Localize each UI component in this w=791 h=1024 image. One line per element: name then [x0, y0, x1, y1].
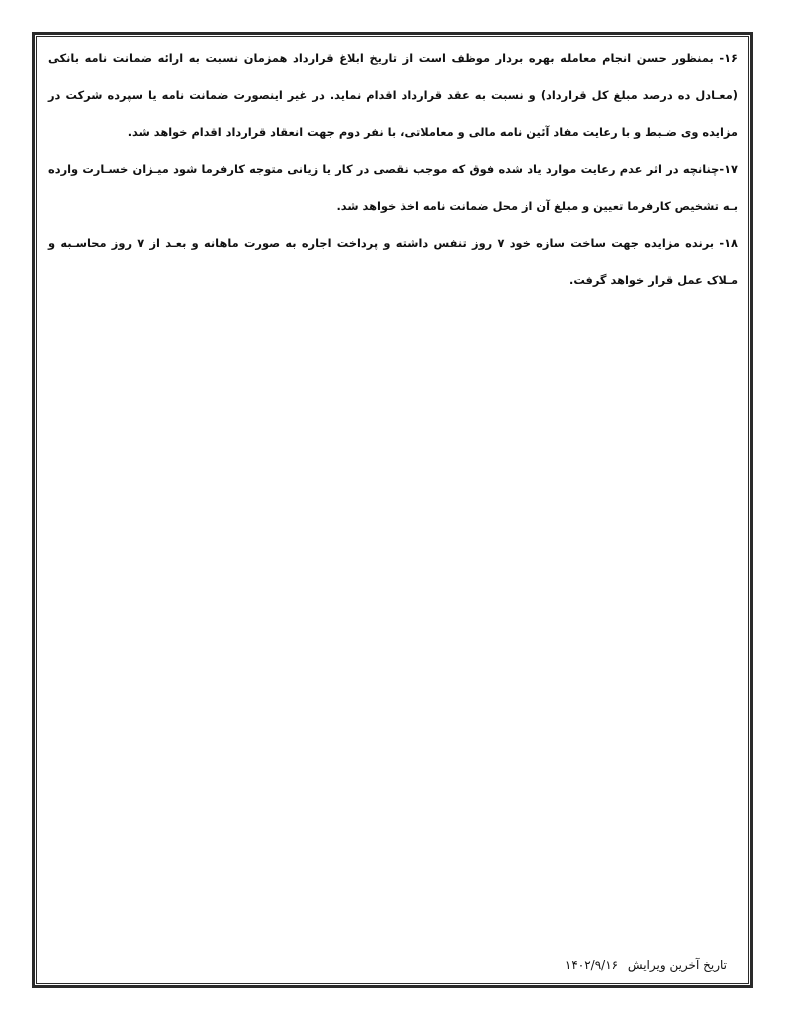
last-edit-footer	[565, 958, 727, 972]
last-edit-date: ۱۴۰۲/۹/۱۶	[564, 958, 619, 972]
last-edit-label: تاریخ آخرین ویرایش	[627, 958, 727, 972]
clause-17: ۱۷-چنانچه در اثر عدم رعایت موارد یاد شده فوق که موجب نقصی در کار یا زیانی متوجه کارفرما شود میـزان خسـارت وارده بـه تشخیص کارفرما تعیین و مبلغ آن از محل ضمانت نامه اخذ خواهد شد.	[48, 162, 738, 213]
clause-18: ۱۸- برنده مزایده جهت ساخت سازه خود ۷ روز تنفس داشته و پرداخت اجاره به صورت ماهانه و بعـد از ۷ روز محاسـبه و مـلاک عمل قرار خواهد گرفت.	[48, 236, 738, 287]
document-body	[48, 40, 738, 299]
clause-16: ۱۶- بمنظور حسن انجام معامله بهره بردار موظف است از تاریخ ابلاغ قرارداد همزمان نسبت به ارائه ضمانت نامه بانکی (معـادل ده درصد مبلغ کل قرارداد) و نسبت به عقد قرارداد اقدام نماید. در غیر اینصورت ضمانت نامه یا سپرده شرکت در مزایده وی ضـبط و با رعایت مفاد آئین نامه مالی و معاملاتی، با نفر دوم جهت انعقاد قرارداد اقدام خواهد شد.	[48, 51, 738, 139]
